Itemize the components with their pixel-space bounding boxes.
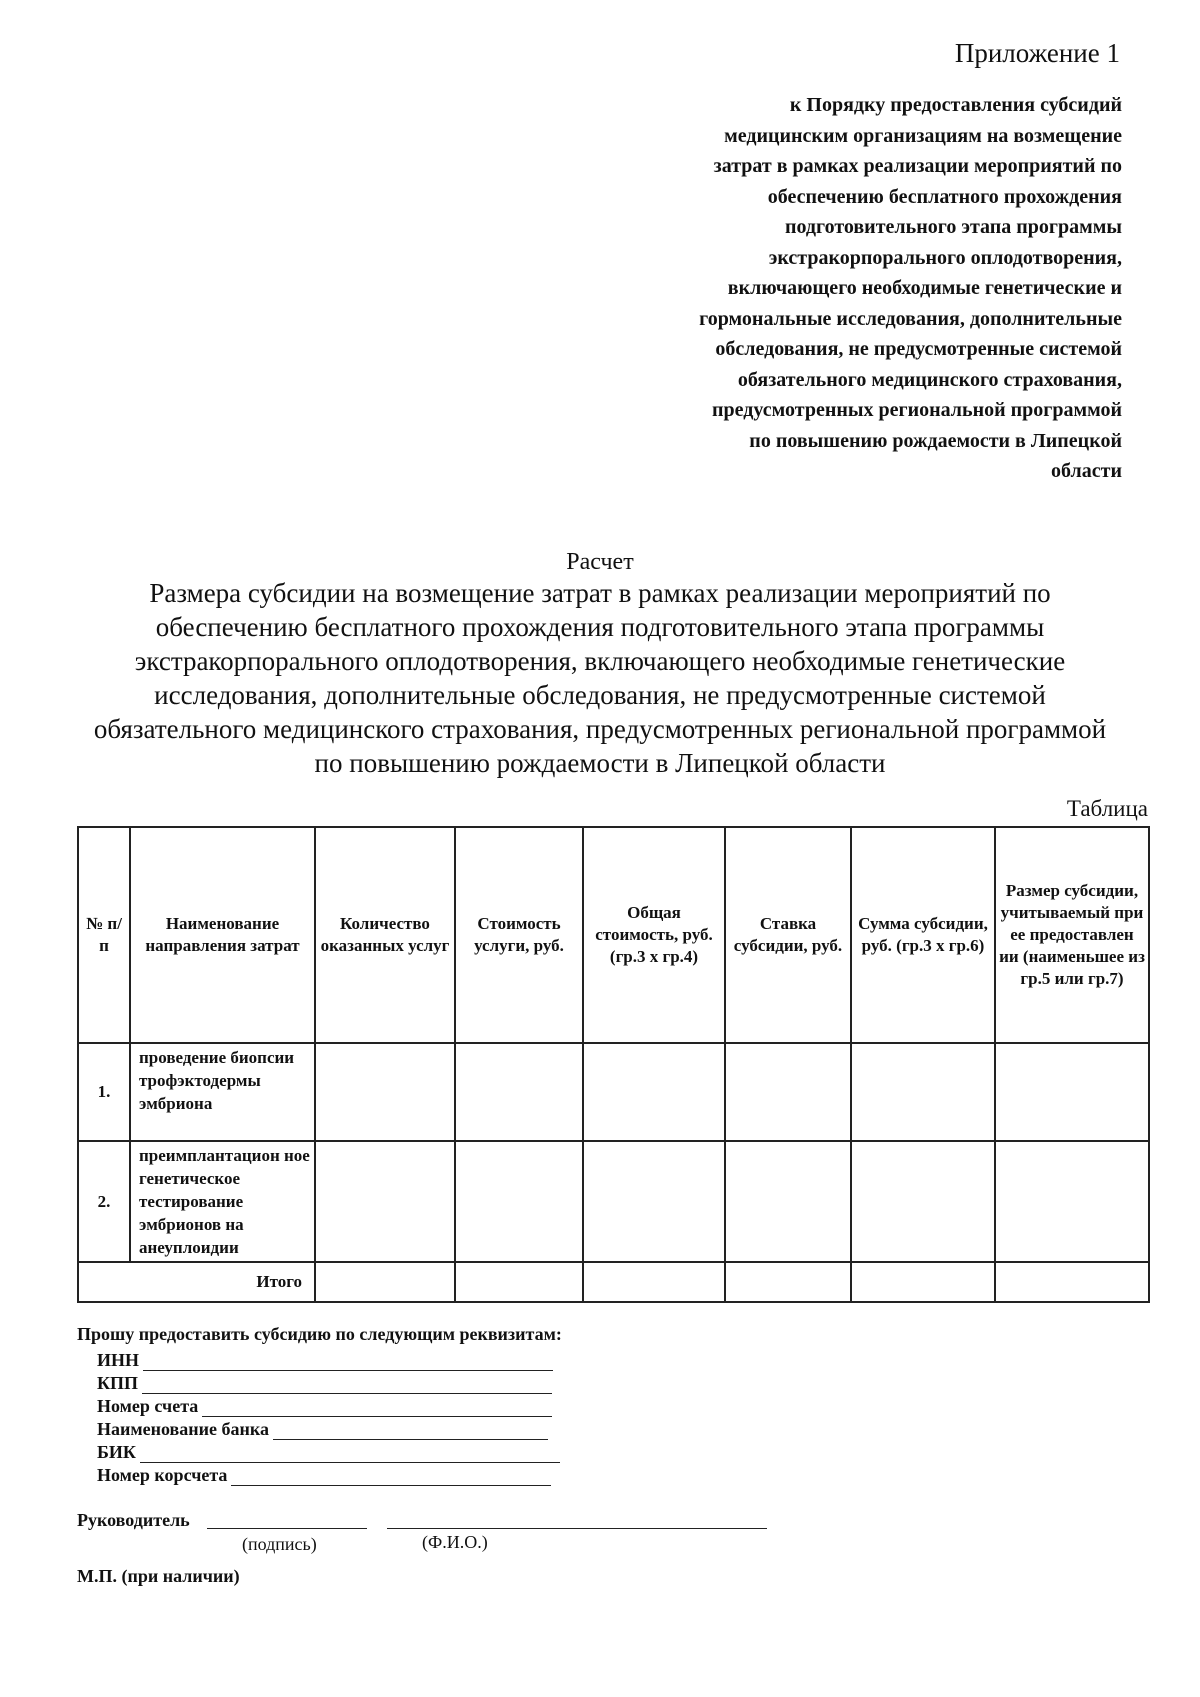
inn-label: ИНН — [97, 1350, 140, 1370]
subtitle-line: Размера субсидии на возмещение затрат в рамках реализации мероприятий по — [149, 578, 1051, 608]
corr-account-input-line[interactable] — [231, 1467, 551, 1486]
subtitle-line: обеспечению бесплатного прохождения подготовительного этапа программы — [155, 612, 1045, 642]
kpp-field — [77, 1371, 562, 1394]
appendix-line: экстракорпорального оплодотворения, — [768, 246, 1122, 269]
cell-cost[interactable] — [455, 1141, 583, 1262]
header-rate: Ставка субсидии, руб. — [725, 827, 851, 1043]
appendix-line: обеспечению бесплатного прохождения — [767, 185, 1122, 208]
header-subsidy-sum: Сумма субсидии, руб. (гр.3 х гр.6) — [851, 827, 995, 1043]
header-quantity: Количество оказанных услуг — [315, 827, 455, 1043]
cell-cost[interactable] — [455, 1043, 583, 1141]
subsidy-calculation-table — [77, 826, 1150, 1303]
requisites-block — [77, 1324, 562, 1486]
cell-subsidy-sum[interactable] — [851, 1141, 995, 1262]
cell-quantity[interactable] — [315, 1141, 455, 1262]
appendix-line: подготовительного этапа программы — [784, 216, 1122, 238]
appendix-line: к Порядку предоставления субсидий — [789, 94, 1122, 116]
row-name: проведение биопсии трофэктодермы эмбриона — [130, 1043, 315, 1141]
appendix-line: по повышению рождаемости в Липецкой — [749, 429, 1122, 452]
appendix-line: включающего необходимые генетические и — [727, 277, 1122, 299]
header-num: № п/п — [78, 827, 130, 1043]
signature-line[interactable] — [207, 1528, 367, 1529]
row-name: преимплантацион ное генетическое тестирование эмбрионов на анеуплоидии — [130, 1141, 315, 1262]
requisites-intro: Прошу предоставить субсидию по следующим реквизитам: — [77, 1324, 562, 1344]
inn-input-line[interactable] — [143, 1352, 553, 1371]
calculation-subtitle — [70, 576, 1130, 780]
total-quantity[interactable] — [315, 1262, 455, 1302]
account-input-line[interactable] — [202, 1398, 552, 1417]
bik-input-line[interactable] — [140, 1444, 560, 1463]
full-name-caption: (Ф.И.О.) — [422, 1532, 488, 1552]
corr-account-label: Номер корсчета — [97, 1465, 228, 1485]
stamp-note: М.П. (при наличии) — [77, 1566, 240, 1586]
bank-input-line[interactable] — [273, 1421, 548, 1440]
total-label: Итого — [78, 1262, 315, 1302]
total-subsidy-sum[interactable] — [851, 1262, 995, 1302]
header-subsidy-size: Размер субсидии, учитываемый при ее предоставлен ии (наименьшее из гр.5 или гр.7) — [995, 827, 1149, 1043]
corr-account-field — [77, 1463, 562, 1486]
appendix-body — [600, 90, 1122, 487]
header-total-cost: Общая стоимость, руб. (гр.3 х гр.4) — [583, 827, 725, 1043]
inn-field — [77, 1348, 562, 1371]
cell-total-cost[interactable] — [583, 1141, 725, 1262]
calculation-title: Расчет — [566, 549, 634, 575]
cell-subsidy-size[interactable] — [995, 1043, 1149, 1141]
account-field — [77, 1394, 562, 1417]
cell-rate[interactable] — [725, 1043, 851, 1141]
bank-label: Наименование банка — [97, 1419, 269, 1439]
cell-total-cost[interactable] — [583, 1043, 725, 1141]
table-row — [78, 1043, 1149, 1141]
cell-rate[interactable] — [725, 1141, 851, 1262]
kpp-label: КПП — [97, 1373, 139, 1393]
appendix-line: медицинским организациям на возмещение — [724, 124, 1122, 147]
appendix-line: затрат в рамках реализации мероприятий по — [713, 155, 1122, 177]
row-num: 1. — [78, 1043, 130, 1141]
table-row — [78, 1141, 1149, 1262]
appendix-line: гормональные исследования, дополнительные — [699, 307, 1122, 330]
header-cost: Стоимость услуги, руб. — [455, 827, 583, 1043]
table-caption: Таблица — [1066, 796, 1148, 821]
cell-subsidy-sum[interactable] — [851, 1043, 995, 1141]
director-label: Руководитель — [77, 1510, 190, 1530]
row-num: 2. — [78, 1141, 130, 1262]
total-subsidy-size[interactable] — [995, 1262, 1149, 1302]
table-header-row — [78, 827, 1149, 1043]
appendix-title: Приложение 1 — [954, 38, 1120, 68]
total-rate[interactable] — [725, 1262, 851, 1302]
appendix-line: обязательного медицинского страхования, — [737, 368, 1122, 391]
signature-caption: (подпись) — [242, 1534, 317, 1554]
subtitle-line: исследования, дополнительные обследования, не предусмотренные системой — [154, 680, 1046, 710]
appendix-line: обследования, не предусмотренные системой — [715, 338, 1122, 360]
account-label: Номер счета — [97, 1396, 199, 1416]
kpp-input-line[interactable] — [142, 1375, 552, 1394]
subtitle-line: экстракорпорального оплодотворения, включающего необходимые генетические — [134, 646, 1066, 676]
bik-label: БИК — [97, 1442, 136, 1462]
total-row — [78, 1262, 1149, 1302]
total-total-cost[interactable] — [583, 1262, 725, 1302]
subtitle-line: обязательного медицинского страхования, предусмотренных региональной программой — [93, 714, 1107, 744]
header-name: Наименование направления затрат — [130, 827, 315, 1043]
appendix-line: области — [1051, 460, 1122, 482]
bik-field — [77, 1440, 562, 1463]
full-name-line[interactable] — [387, 1528, 767, 1529]
cell-quantity[interactable] — [315, 1043, 455, 1141]
total-cost[interactable] — [455, 1262, 583, 1302]
appendix-line: предусмотренных региональной программой — [712, 399, 1122, 421]
cell-subsidy-size[interactable] — [995, 1141, 1149, 1262]
subtitle-line: по повышению рождаемости в Липецкой области — [314, 748, 886, 778]
bank-field — [77, 1417, 562, 1440]
